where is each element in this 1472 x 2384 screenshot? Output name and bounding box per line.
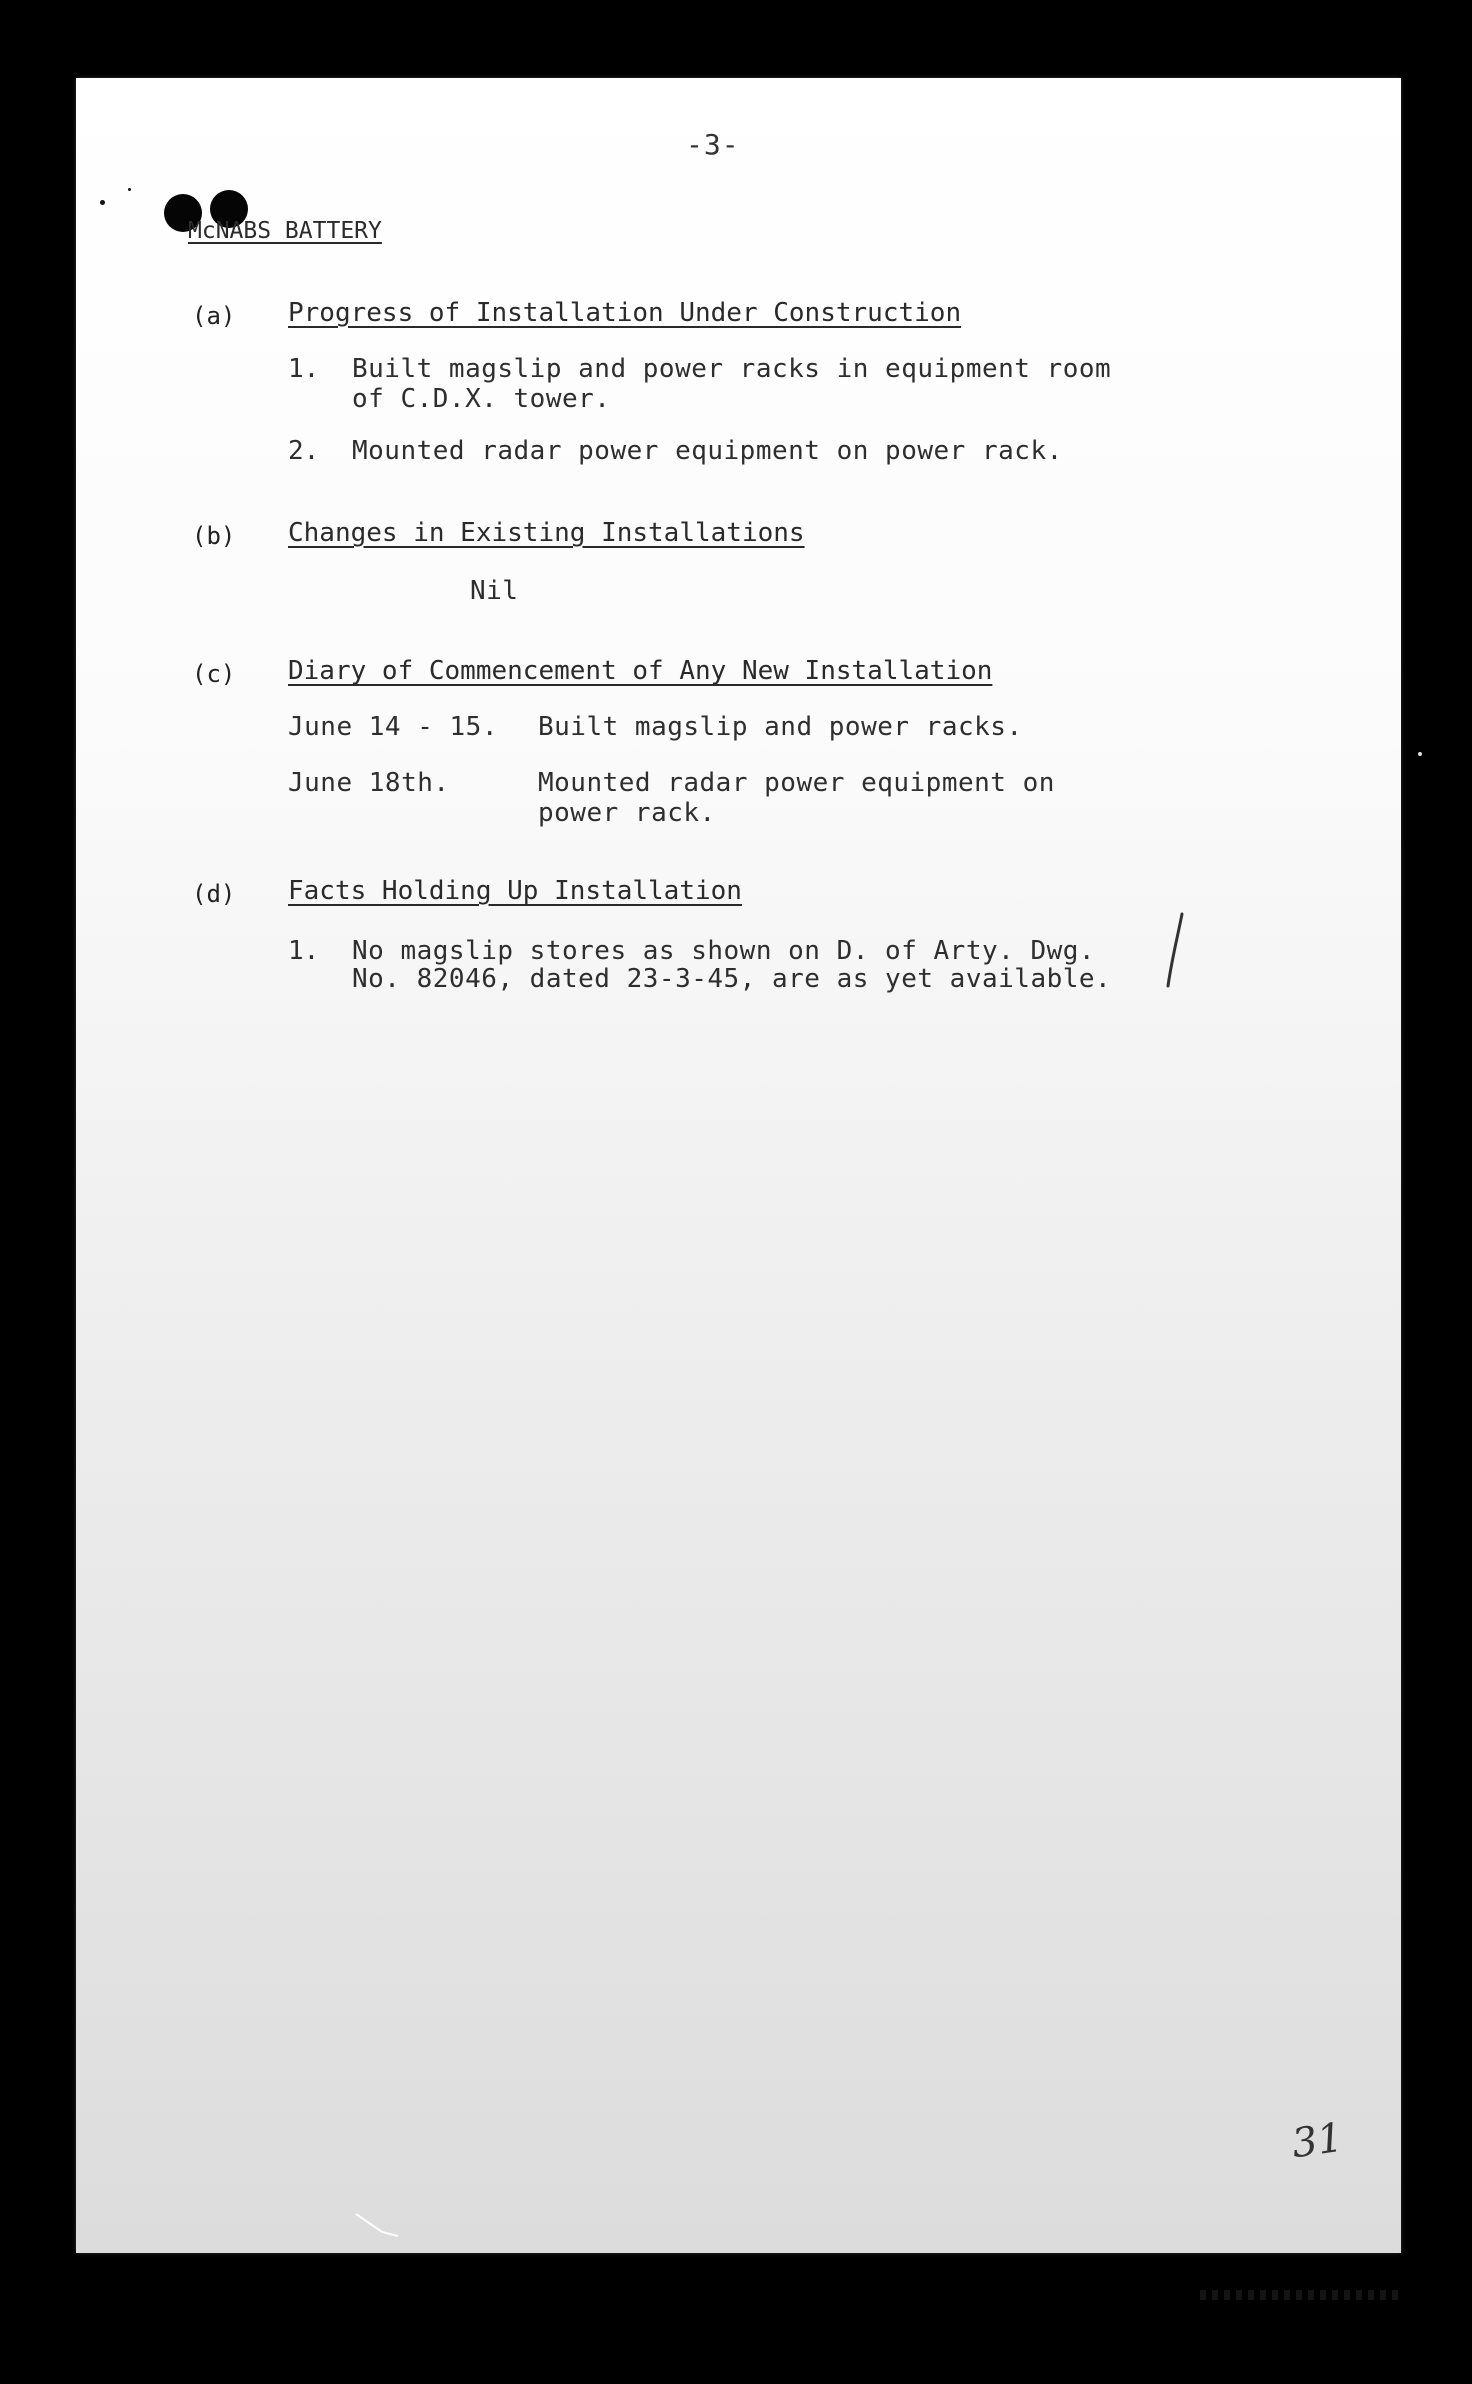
page-number: -3- [686,128,740,161]
section-b-text: Nil [470,576,519,606]
section-c-title: Diary of Commencement of Any New Installation [288,656,993,686]
section-a-item-2-number: 2. [288,436,320,466]
section-a-item-2-line-1: Mounted radar power equipment on power rack. [352,436,1063,466]
section-a-label: (a) [192,302,236,330]
document-page [76,78,1401,2253]
section-d-item-1-number: 1. [288,936,320,966]
film-edge-marks [1200,2290,1400,2300]
margin-tick-mark [1160,910,1190,990]
handwritten-folio-number: 31 [1289,2114,1346,2168]
speck [1418,752,1422,756]
section-c-label: (c) [192,660,236,688]
section-d-item-1-line-2: No. 82046, dated 23-3-45, are as yet available. [352,964,1112,994]
scratch-mark [352,2210,402,2240]
section-d-title: Facts Holding Up Installation [288,876,742,906]
section-c-entry-1-date: June 14 - 15. [288,712,498,742]
speck [128,188,131,191]
section-c-entry-2-date: June 18th. [288,768,450,798]
section-b-title: Changes in Existing Installations [288,518,805,548]
section-c-entry-1-line-1: Built magslip and power racks. [538,712,1023,742]
section-a-item-1-line-1: Built magslip and power racks in equipment room [352,354,1112,384]
section-a-item-1-line-2: of C.D.X. tower. [352,384,611,414]
section-c-entry-2-line-2: power rack. [538,798,716,828]
section-a-title: Progress of Installation Under Construction [288,298,962,328]
section-c-entry-2-line-1: Mounted radar power equipment on [538,768,1055,798]
section-b-label: (b) [192,522,236,550]
section-a-item-1-number: 1. [288,354,320,384]
section-d-label: (d) [192,880,236,908]
speck [100,200,105,205]
battery-heading: McNABS BATTERY [188,218,382,244]
section-d-item-1-line-1: No magslip stores as shown on D. of Arty. Dwg. [352,936,1096,966]
